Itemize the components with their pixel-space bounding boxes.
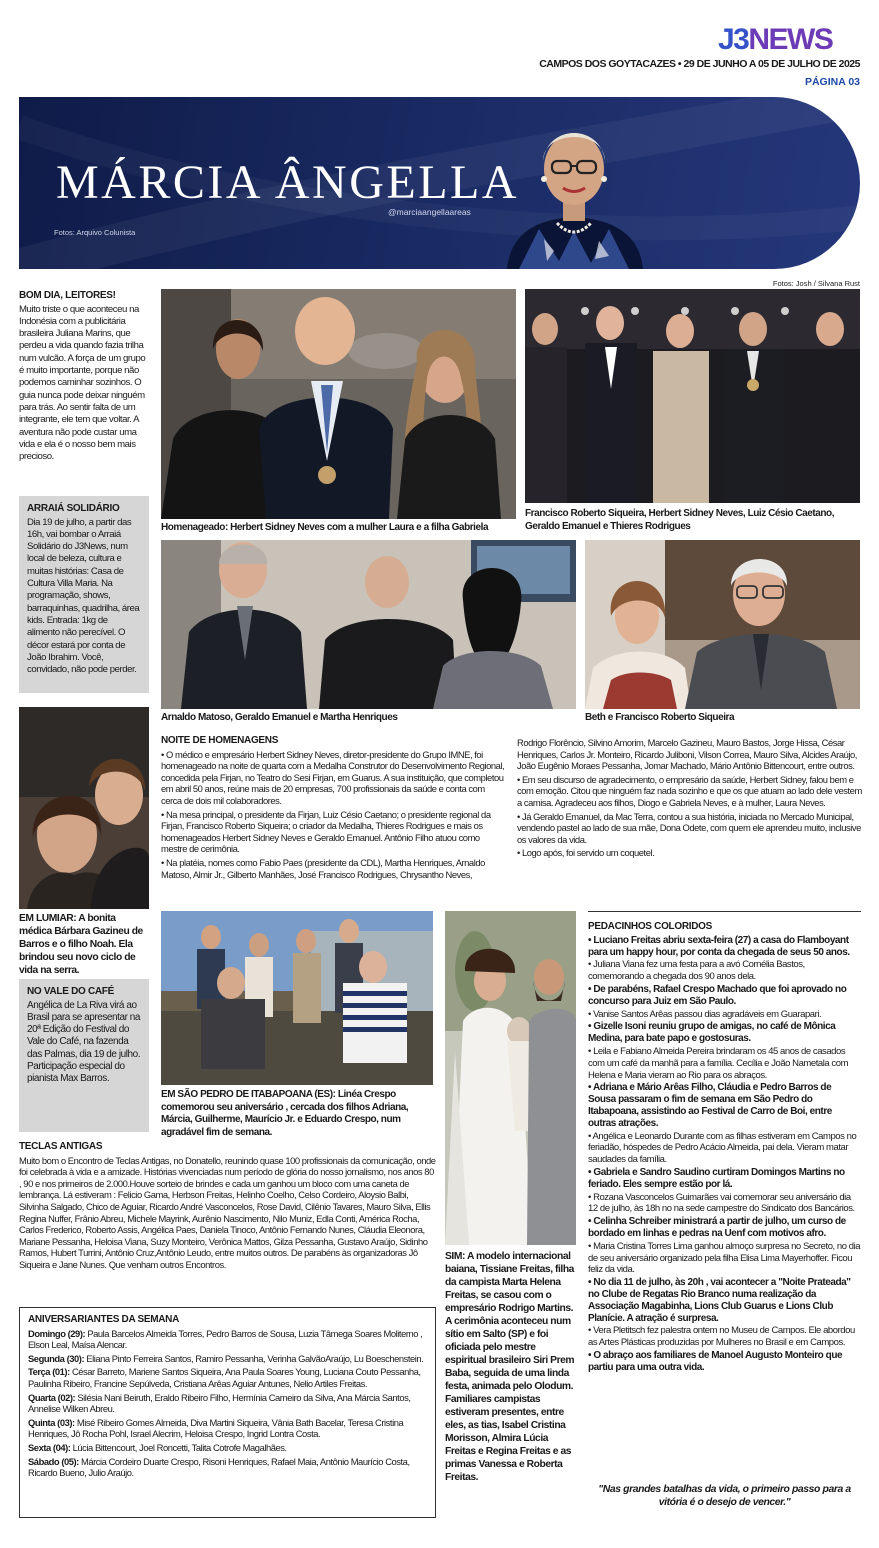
pedacinho-item: • Celinha Schreiber ministrará a partir de julho, um curso de bordado em linhas e pedras na Uenf com motivos afro. xyxy=(588,1216,846,1239)
columnist-portrait xyxy=(499,111,649,269)
logo-news: NEWS xyxy=(748,23,833,56)
day-names: César Barreto, Mariene Santos Siqueira, Ana Paula Soares Young, Luciana Couto Pessanha, Paulinha Ribeiro, Francine Sepúlveda, Cristiana Arêas Aguiar Antunes, Nelio Artiles Freitas. xyxy=(28,1366,421,1389)
vale-title: NO VALE DO CAFÉ xyxy=(27,986,114,997)
day-names: Silésia Nani Beiruth, Eraldo Ribeiro Filho, Hermínia Carneiro da Silva, Ana Márcia Santos, Annelise Wilken Abreu. xyxy=(28,1391,411,1415)
noite-left-p1: • O médico e empresário Herbert Sidney Neves, diretor-presidente do Grupo IMNE, foi homenageado na noite de quarta com a Medalha Construtor do Desenvolvimento Regional, concedida pela Firjan, no Teatro do Sesi Firjan, em Guarus. A sua instituição, que completou em abril 50 anos, reúne mais de 20 empresas, 700 profissionais da saúde e conta com cerca de dois mil colaboradores. xyxy=(161,748,505,806)
birthday-thursday xyxy=(28,1417,427,1440)
caption-lumiar: EM LUMIAR: A bonita médica Bárbara Gazineu de Barros e o filho Noah. Ela brindou seu novo ciclo de vida na serra. xyxy=(19,913,143,976)
day-names: Márcia Cordeiro Duarte Crespo, Risoni Henriques, Rafael Maia, Antônio Maurício Costa, Ricardo Bueno, Julio Araújo. xyxy=(28,1455,410,1479)
caption-homenageado: Homenageado: Herbert Sidney Neves com a mulher Laura e a filha Gabriela xyxy=(161,522,489,533)
birthday-friday xyxy=(28,1442,427,1454)
noite-right-p1: Rodrigo Florêncio, Silvino Amorim, Marcelo Gazineu, Mauro Bastos, Jorge Hissa, César Henriques, Carlos Jr. Monteiro, Ricardo Juliboni, Vilson Correa, Mauro Silva, Alcides Araújo, João Eugênio Moraes Pessanha, Jomar Machado, Mário Antônio Bittencourt, entre outros. xyxy=(517,737,857,772)
arraia-title: ARRAIÁ SOLIDÁRIO xyxy=(27,503,120,514)
divider xyxy=(588,911,861,912)
columnist-handle: @marciaangellaareas xyxy=(388,207,471,217)
photo-beth xyxy=(585,540,860,709)
day-label: Sábado (05): xyxy=(28,1455,79,1467)
teclas-text: Muito bom o Encontro de Teclas Antigas, no Donatello, reunindo quase 100 profissionais da comunicação, onde foi celebrada à vida e a amizade. Histórias vivenciadas num período de glória do nosso jornalismo, nos anos 80 , 90 e nos primeiros de 2.000.Houve sorteio de brindes e cada um ganhou um bloco com uma caneta de lembrança. Lá estiveram : Felicio Gama, Herbson Freitas, Helinho Coelho, Celso Cordeiro, Aloysio Balbi, Silvinha Salgado, Chico de Aguiar, Ricardo André Vasconcelos, Rose David, Cilênio Tavares, Mauro Silva, Ellis Regina Nuffer, Frânio Abreu, Michele Mayrink, Aurênio Nascimento, Nilo Muniz, Edla Conti, América Rocha, Carlos Frederico, Roberto Assis, Angélica Paes, Daniela Tinoco, Antônio Fernando Nunes, Cláudia Eleonora, Mariane Pessanha, Heloisa Viana, Suzy Monteiro, Verônica Mattos, Gilza Pessanha, Gustavo Araújo, Sidinho Ramos, Hubert Turrini, Antônio Cruz,Antônio Leudo, entre muitos outros. De parabéns às organizadoras Jô Siqueira e Jane Nunes. Que venham outros Encontros. xyxy=(19,1154,436,1270)
noite-right-p2: • Em seu discurso de agradecimento, o empresário da saúde, Herbert Sidney, falou bem e com emoção. Citou que ninguém faz nada sozinho e que os que atuam ao lado dele vestem a camisa. Agradeceu aos filhos, Diogo e Gabriela Neves, e à mulher, Laura Neves. xyxy=(517,773,862,808)
pedacinho-item: • Maria Cristina Torres Lima ganhou almoço surpresa no Secreto, no dia de seu aniversário organizado pela filha Elisa Lima Mayerhoffer. Ficou feliz da vida. xyxy=(588,1240,861,1276)
bom-dia-text: Muito triste o que aconteceu na Indonésia com a publicitária brasileira Juliana Marins, que perdeu a vida quando fazia trilha num vulcão. A força de um grupo é muito importante, porque não podemos caminhar sozinhos. O guia nunca pode deixar ninguém para trás. Ao sentir falta de um integrante, ele tem que voltar. A aventura não pode custar uma vida e ela é o nosso bem mais precioso. xyxy=(19,303,146,463)
bom-dia-title: BOM DIA, LEITORES! xyxy=(19,290,116,301)
aniversariantes-title: ANIVERSARIANTES DA SEMANA xyxy=(28,1314,180,1325)
noite-title: NOITE DE HOMENAGENS xyxy=(161,735,279,746)
pedacinhos-title: PEDACINHOS COLORIDOS xyxy=(588,921,713,932)
vale-box xyxy=(19,979,149,1132)
pedacinho-item: • Gabriela e Sandro Saudino curtiram Domingos Martins no feriado. Eles sempre estão por lá. xyxy=(588,1166,845,1190)
pedacinho-item: • De parabéns, Rafael Crespo Machado que foi aprovado no concurso para Juiz em São Paulo. xyxy=(588,983,847,1007)
pedacinho-item: • Angélica e Leonardo Durante com as filhas estiveram em Campos no feriadão, hóspedes de Pedro Acácio Almeida, pai dela. Vieram matar saudades da família. xyxy=(588,1130,857,1166)
page-number: PÁGINA 03 xyxy=(804,76,860,88)
closing-quote: "Nas grandes batalhas da vida, o primeiro passo para a vitória é o desejo de vencer." xyxy=(598,1484,851,1508)
vale-text: Angélica de La Riva virá ao Brasil para se apresentar na 20ª Edição do Festival do Vale do Café, na fazenda das Palmas, dia 19 de julho. Participação especial do pianista Max Barros. xyxy=(27,999,141,1085)
noite-left xyxy=(161,735,506,882)
photo-sao-pedro xyxy=(161,911,433,1085)
photo-homenageado xyxy=(161,289,516,519)
pedacinho-item: • Adriana e Mário Arêas Filho, Cláudia e Pedro Barros de Sousa passaram o fim de semana em São Pedro do Itabapoana, assistindo ao Festival de Carro de Boi, entre outras atrações. xyxy=(588,1082,832,1129)
day-label: Terça (01): xyxy=(28,1366,70,1378)
pedacinho-item: • Vanise Santos Arêas passou dias agradáveis em Guarapari. xyxy=(588,1008,822,1020)
pedacinho-item: • Leila e Fabiano Almeida Pereira brindaram os 45 anos de casados com um café da manhã para a família. Cecília e João Nametala com Helena e Maria vieram ao Rio para os abraços. xyxy=(588,1045,849,1081)
day-names: Misé Ribeiro Gomes Almeida, Diva Martini Siqueira, Vânia Bath Bacelar, Teresa Cristina Henriques, Jô Rocha Pohl, Israel Alecrim, Heloisa Crespo, Ingrid Lontra Costa. xyxy=(28,1416,404,1440)
dateline: CAMPOS DOS GOYTACAZES • 29 DE JUNHO A 05 DE JULHO DE 2025 xyxy=(539,58,860,70)
day-label: Sexta (04): xyxy=(28,1441,71,1453)
bom-dia-section xyxy=(19,290,149,465)
birthday-saturday xyxy=(28,1456,427,1479)
arraia-text: Dia 19 de julho, a partir das 16h, vai bombar o Arraiá Solidário do J3News, num local de beleza, cultura e muitas histórias: Casa de Cultura Villa Maria. Na programação, shows, barraquinhas, quadrilha, área kids. Entrada: 1kg de alimento não perecível. O décor estará por conta de João Ibrahim. Você, convidado, não pode perder. xyxy=(27,516,140,676)
birthday-monday xyxy=(28,1353,427,1365)
day-names: Eliana Pinto Ferreira Santos, Ramiro Pessanha, Verinha GalvãoAraújo, Lu Boeschenstein. xyxy=(86,1352,424,1364)
day-names: Lúcia Bittencourt, Joel Roncetti, Talita Cotrofe Magalhães. xyxy=(72,1441,287,1453)
columnist-name: MÁRCIA ÂNGELLA xyxy=(56,156,519,209)
teclas-section xyxy=(19,1141,436,1273)
logo-j3: J3 xyxy=(718,23,749,56)
photo-arnaldo xyxy=(161,540,576,709)
pedacinho-item: • Luciano Freitas abriu sexta-feira (27) a casa do Flamboyant para um happy hour, por conta da chegada de seus 50 anos. xyxy=(588,934,850,958)
day-label: Quinta (03): xyxy=(28,1416,75,1428)
pedacinho-item: • Gizelle Isoni reuniu grupo de amigas, no café de Mônica Medina, para bate papo e gostosuras. xyxy=(588,1021,836,1045)
pedacinhos-section xyxy=(588,921,861,1374)
photo-credit-right: Fotos: Josh / Silvana Rust xyxy=(772,279,860,288)
caption-beth: Beth e Francisco Roberto Siqueira xyxy=(585,712,735,723)
masthead-logo xyxy=(718,24,863,56)
noite-right-p3: • Já Geraldo Emanuel, da Mac Terra, contou a sua história, iniciada no Mercado Municipal, vendendo pastel ao lado de sua mãe, Dona Odete, com quem ele aprendeu muito, inclusive os valores da vida. xyxy=(517,810,861,845)
noite-right-p4: • Logo após, foi servido um coquetel. xyxy=(517,847,655,859)
noite-right xyxy=(517,737,862,861)
pedacinhos-list xyxy=(588,935,861,1374)
photo-lumiar xyxy=(19,707,149,909)
photo-homenagem-grupo xyxy=(525,289,860,503)
noite-left-p3: • Na platéia, nomes como Fabio Paes (presidente da CDL), Martha Henriques, Arnaldo Matoso, Almir Jr., Gilberto Manhães, José Francisco Rodrigues, Chrysantho Neves, xyxy=(161,856,485,880)
day-label: Quarta (02): xyxy=(28,1391,76,1403)
day-label: Domingo (29): xyxy=(28,1327,86,1339)
noite-left-p2: • Na mesa principal, o presidente da Firjan, Luiz Césio Caetano; o presidente regional da Firjan, Francisco Roberto Siqueira; o criador da Medalha, Thieres Rodrigues e mais os homenageados Herbert Sidney Neves e Geraldo Emanuel. Antônio Filho atuou como mestre de cerimônia. xyxy=(161,808,491,855)
day-label: Segunda (30): xyxy=(28,1352,85,1364)
aniversariantes-box xyxy=(19,1307,436,1518)
pedacinho-item: • Rozana Vasconcelos Guimarães vai comemorar seu aniversário dia 12 de julho, às 18h no na sede campestre do Sindicato dos Bancários. xyxy=(588,1191,855,1215)
arraia-box xyxy=(19,496,149,693)
caption-casamento: SIM: A modelo internacional baiana, Tissiane Freitas, filha da campista Marta Helena Freitas, se casou com o empresário Rodrigo Martins. A cerimônia aconteceu num sítio em Salto (SP) e foi oficiada pelo mestre espiritual brasileiro Siri Prem Baba, seguida de uma linda festa, animada pelo Olodum. Familiares campistas estiveram presentes, entre eles, as tias, Isabel Cristina Morisson, Almira Lúcia Freitas e Regina Freitas e as primas Vanessa e Roberta Freitas. xyxy=(445,1251,575,1483)
birthday-wednesday xyxy=(28,1392,427,1415)
banner-photo-credit: Fotos: Arquivo Colunista xyxy=(54,228,136,237)
day-names: Paula Barcelos Almeida Torres, Pedro Barros de Sousa, Luzia Tâmega Soares Moliterno , Elson Leal, Maísa Alencar. xyxy=(28,1327,423,1351)
caption-francisco: Francisco Roberto Siqueira, Herbert Sidney Neves, Luiz Césio Caetano, Geraldo Emanuel e Thieres Rodrigues xyxy=(525,508,835,532)
caption-arnaldo: Arnaldo Matoso, Geraldo Emanuel e Martha Henriques xyxy=(161,712,398,723)
caption-sao-pedro: EM SÃO PEDRO DE ITABAPOANA (ES): Linéa Crespo comemorou seu aniversário , cercada dos filhos Adriana, Márcia, Guilherme, Maurício Jr. e Eduardo Crespo, num agradável fim de semana. xyxy=(161,1089,409,1138)
teclas-title: TECLAS ANTIGAS xyxy=(19,1141,103,1152)
pedacinho-item: • Juliana Viana fez uma festa para a avó Cornélia Bastos, comemorando a chegada dos 90 anos dela. xyxy=(588,959,805,983)
pedacinho-item: • No dia 11 de julho, às 20h , vai acontecer a "Noite Prateada" no Clube de Regatas Rio Branco numa realização da Associação Magabinha, Lions Club Guarus e Lions Club Planície. A atração é surpresa. xyxy=(588,1277,851,1324)
pedacinho-item: • Vera Pletitsch fez palestra ontem no Museu de Campos. Ele abordou as Artes Plásticas produzidas por Mulheres no Brasil e em Campos. xyxy=(588,1325,855,1349)
photo-casamento xyxy=(445,911,576,1245)
birthday-tuesday xyxy=(28,1366,427,1389)
pedacinho-item: • O abraço aos familiares de Manoel Augusto Monteiro que partiu para uma outra vida. xyxy=(588,1349,843,1373)
birthday-sunday xyxy=(28,1328,427,1351)
columnist-banner xyxy=(19,97,860,269)
